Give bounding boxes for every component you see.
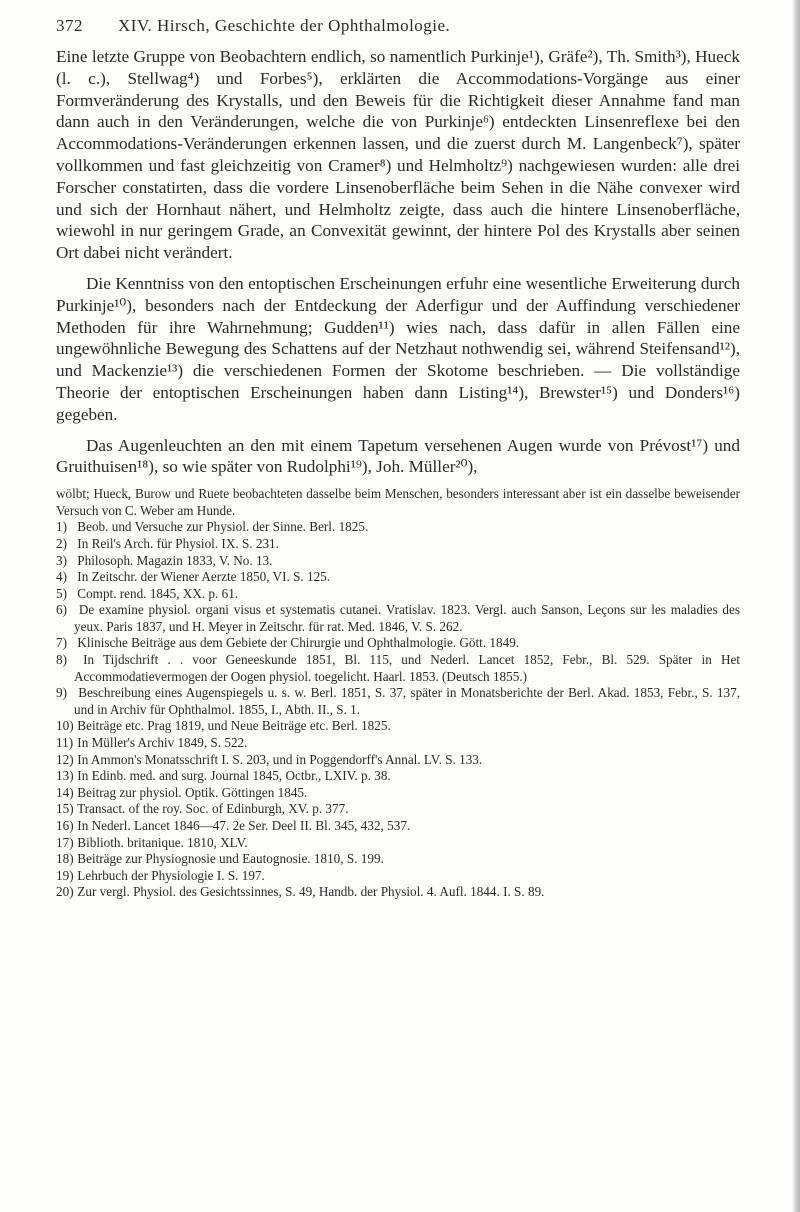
footnote-item — [56, 785, 740, 802]
footnote-number: 16) — [56, 818, 74, 834]
footnote-text: Beiträge etc. Prag 1819, und Neue Beiträge etc. Berl. 1825. — [77, 718, 391, 734]
footnote-number: 12) — [56, 751, 74, 767]
page-edge-shadow — [792, 0, 800, 1212]
footnote-text: Beob. und Versuche zur Physiol. der Sinne. Berl. 1825. — [77, 519, 369, 535]
footnote-text: In Müller's Archiv 1849, S. 522. — [77, 735, 248, 751]
paragraph-accommodation: Eine letzte Gruppe von Beobachtern endlich, so namentlich Purkinje¹), Gräfe²), Th. Smith³), Hueck (l. c.), Stellwag⁴) und Forbes⁵), erklärten die Accommodations-Vorgänge aus einer Formveränderung des Krystalls, und den Beweis für die Richtigkeit dieser Annahme fand man dann auch in den Veränderungen, welche die von Purkinje⁶) entdeckten Linsenreflexe bei den Accommodations-Veränderungen erkennen lassen, und die zuerst durch M. Langenbeck⁷), später vollkommen und fast gleichzeitig von Cramer⁸) und Helmholtz⁹) nachgewiesen wurden: alle drei Forscher constatirten, dass die vordere Linsenoberfläche beim Sehen in die Nähe convexer wird und sich der Hornhaut nähert, und Helmholtz zeigte, dass auch die hintere Linsenoberfläche, wiewohl in nur geringem Grade, an Convexität gewinnt, der hintere Pol des Krystalls aber seinen Ort dabei nicht verändert. — [56, 47, 740, 263]
footnote-item — [56, 835, 740, 852]
footnote-item — [56, 768, 740, 785]
footnote-number: 13) — [56, 768, 74, 784]
footnotes — [56, 486, 740, 901]
footnote-text: Compt. rend. 1845, XX. p. 61. — [77, 585, 239, 601]
footnote-item — [56, 752, 740, 769]
paragraph-entoptic: Die Kenntniss von den entoptischen Erscheinungen erfuhr eine wesentliche Erweiterung durch Purkinje¹⁰), besonders nach der Entdeckung der Aderfigur und der Auffindung verschiedener Methoden für ihre Wahrnehmung; Gudden¹¹) wies nach, dass dafür in allen Fällen eine ungewöhnliche Bewegung des Schattens auf der Netzhaut nothwendig sei, während Steifensand¹²), und Mackenzie¹³) die verschiedenen Formen der Skotome beschrieben. — Die vollständige Theorie der entoptischen Erscheinungen haben dann Listing¹⁴), Brewster¹⁵) und Donders¹⁶) gegeben. — [56, 273, 740, 424]
footnote-item — [56, 718, 740, 735]
footnote-number: 19) — [56, 867, 74, 883]
footnote-item — [56, 635, 740, 652]
footnote-number: 10) — [56, 718, 74, 734]
footnote-item — [56, 652, 740, 685]
footnote-item — [56, 801, 740, 818]
footnote-number: 9) — [56, 685, 67, 701]
page-number: 372 — [56, 16, 83, 35]
footnote-item — [56, 586, 740, 603]
footnote-item — [56, 569, 740, 586]
footnote-number: 14) — [56, 784, 74, 800]
footnote-number: 20) — [56, 884, 74, 900]
footnote-item — [56, 884, 740, 901]
footnote-item — [56, 818, 740, 835]
footnote-item — [56, 602, 740, 635]
footnote-text: Philosoph. Magazin 1833, V. No. 13. — [77, 552, 273, 568]
paragraph-augenleuchten: Das Augenleuchten an den mit einem Tapetum versehenen Augen wurde von Prévost¹⁷) und Gruithuisen¹⁸), so wie später von Rudolphi¹⁹), Joh. Müller²⁰), — [56, 435, 740, 477]
footnote-number: 7) — [56, 635, 67, 651]
footnote-text: Beschreibung eines Augenspiegels u. s. w. Berl. 1851, S. 37, später in Monatsberichte der Berl. Akad. 1853, Febr., S. 137, und in Archiv für Ophthalmol. 1855, I., Abth. II., S. 1. — [74, 685, 741, 717]
footnote-number: 6) — [56, 602, 67, 618]
footnote-item — [56, 735, 740, 752]
footnote-text: Lehrbuch der Physiologie I. S. 197. — [77, 867, 265, 883]
footnote-number: 8) — [56, 652, 67, 668]
footnote-list — [56, 519, 740, 901]
footnote-text: In Reil's Arch. für Physiol. IX. S. 231. — [77, 535, 279, 551]
footnote-text: Beitrag zur physiol. Optik. Göttingen 1845. — [77, 784, 308, 800]
main-text — [56, 46, 740, 478]
running-title: XIV. Hirsch, Geschichte der Ophthalmologie. — [118, 16, 451, 35]
footnote-number: 2) — [56, 535, 67, 551]
footnote-number: 11) — [56, 735, 74, 751]
footnote-item — [56, 851, 740, 868]
footnote-continuation: wölbt; Hueck, Burow und Ruete beobachteten dasselbe beim Menschen, besonders interessant aber ist ein dasselbe beweisender Versuch von C. Weber am Hunde. — [56, 486, 740, 518]
footnote-item — [56, 868, 740, 885]
footnote-item — [56, 553, 740, 570]
footnote-text: Beiträge zur Physiognosie und Eautognosie. 1810, S. 199. — [77, 851, 384, 867]
footnote-text: Transact. of the roy. Soc. of Edinburgh, XV. p. 377. — [77, 801, 349, 817]
footnote-number: 17) — [56, 834, 74, 850]
footnote-text: In Ammon's Monatsschrift I. S. 203, und in Poggendorff's Annal. LV. S. 133. — [77, 751, 483, 767]
footnote-text: Klinische Beiträge aus dem Gebiete der Chirurgie und Ophthalmologie. Gött. 1849. — [77, 635, 520, 651]
page-header — [56, 16, 740, 36]
footnote-item — [56, 685, 740, 718]
footnote-text: In Edinb. med. and surg. Journal 1845, Octbr., LXIV. p. 38. — [77, 768, 391, 784]
footnote-number: 18) — [56, 851, 74, 867]
footnote-number: 1) — [56, 519, 67, 535]
footnote-number: 3) — [56, 552, 67, 568]
footnote-text: Zur vergl. Physiol. des Gesichtssinnes, S. 49, Handb. der Physiol. 4. Aufl. 1844. I. S. 89. — [77, 884, 545, 900]
footnote-text: De examine physiol. organi visus et systematis cutanei. Vratislav. 1823. Vergl. auch Sanson, Leçons sur les maladies des yeux. Paris 1837, und H. Meyer in Zeitschr. für rat. Med. 1846, V. S. 262. — [74, 602, 740, 634]
footnote-number: 4) — [56, 569, 67, 585]
footnote-number: 15) — [56, 801, 74, 817]
footnote-item — [56, 536, 740, 553]
footnote-text: Biblioth. britanique. 1810, XLV. — [77, 834, 248, 850]
footnote-text: In Zeitschr. der Wiener Aerzte 1850, VI. S. 125. — [77, 569, 331, 585]
footnote-text: In Tijdschrift . . voor Geneeskunde 1851, Bl. 115, und Nederl. Lancet 1852, Febr., Bl. 529. Später in Het Accommodatievermogen der Oogen physiol. toegelicht. Haarl. 1853. (Deutsch 1855.) — [74, 652, 740, 684]
footnote-number: 5) — [56, 585, 67, 601]
footnote-text: In Nederl. Lancet 1846—47. 2e Ser. Deel II. Bl. 345, 432, 537. — [77, 818, 411, 834]
footnote-item — [56, 519, 740, 536]
